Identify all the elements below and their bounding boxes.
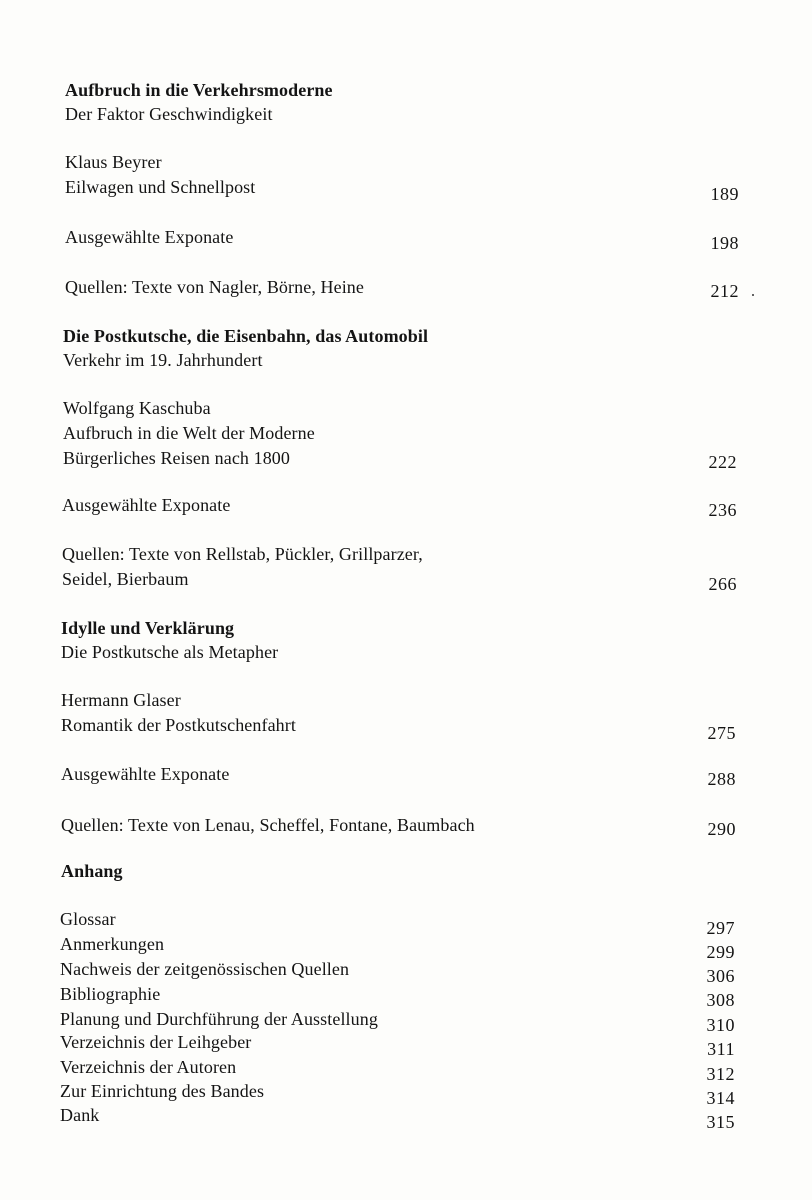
entry-page-number: 189 — [710, 184, 739, 204]
entry-author: Wolfgang Kaschuba — [63, 398, 211, 418]
entry-title: Aufbruch in die Welt der Moderne — [63, 423, 315, 443]
entry-title: Verzeichnis der Autoren — [60, 1057, 237, 1077]
entry-author: Klaus Beyrer — [65, 152, 162, 172]
entry-page-number: 315 — [706, 1112, 735, 1132]
section-heading: Idylle und Verklärung — [61, 618, 235, 638]
section-subheading: Verkehr im 19. Jahrhundert — [63, 350, 263, 370]
entry-page-number: 297 — [706, 918, 735, 938]
section-subheading: Der Faktor Geschwindigkeit — [65, 104, 273, 124]
section-heading: Anhang — [61, 861, 123, 881]
entry-title: Ausgewählte Exponate — [65, 227, 234, 247]
entry-title: Glossar — [60, 909, 116, 929]
entry-title: Bibliographie — [60, 984, 161, 1004]
entry-title: Ausgewählte Exponate — [62, 495, 231, 515]
entry-title: Anmerkungen — [60, 934, 165, 954]
entry-title: Quellen: Texte von Rellstab, Pückler, Grillparzer, — [62, 544, 423, 564]
entry-page-number: 288 — [707, 769, 736, 789]
entry-page-number: 290 — [707, 819, 736, 839]
entry-title: Planung und Durchführung der Ausstellung — [60, 1009, 378, 1029]
entry-page-number: 266 — [708, 574, 737, 594]
entry-title: Quellen: Texte von Lenau, Scheffel, Fontane, Baumbach — [61, 815, 475, 835]
entry-page-number: 311 — [707, 1039, 735, 1059]
entry-page-number: 236 — [708, 500, 737, 520]
entry-title: Seidel, Bierbaum — [62, 569, 189, 589]
section-heading: Die Postkutsche, die Eisenbahn, das Automobil — [63, 326, 429, 346]
entry-title: Zur Einrichtung des Bandes — [60, 1081, 265, 1101]
section-heading: Aufbruch in die Verkehrsmoderne — [65, 80, 333, 100]
entry-page-number: 312 — [706, 1064, 735, 1084]
entry-title: Nachweis der zeitgenössischen Quellen — [60, 959, 350, 979]
section-subheading: Die Postkutsche als Metapher — [61, 642, 279, 662]
entry-page-number: 275 — [707, 723, 736, 743]
entry-page-number: 222 — [708, 452, 737, 472]
entry-page-number: 299 — [706, 942, 735, 962]
entry-author: Hermann Glaser — [61, 690, 181, 710]
entry-page-number: 310 — [706, 1015, 735, 1035]
entry-title: Bürgerliches Reisen nach 1800 — [63, 448, 291, 468]
entry-title: Eilwagen und Schnellpost — [65, 177, 256, 197]
entry-title: Romantik der Postkutschenfahrt — [61, 715, 296, 735]
scan-speck — [752, 294, 754, 296]
entry-title: Dank — [60, 1105, 100, 1125]
entry-page-number: 306 — [706, 966, 735, 986]
entry-page-number: 212 — [710, 281, 739, 301]
entry-title: Quellen: Texte von Nagler, Börne, Heine — [65, 277, 364, 297]
entry-title: Ausgewählte Exponate — [61, 764, 230, 784]
entry-title: Verzeichnis der Leihgeber — [60, 1032, 252, 1052]
entry-page-number: 198 — [710, 233, 739, 253]
entry-page-number: 308 — [706, 990, 735, 1010]
entry-page-number: 314 — [706, 1088, 735, 1108]
